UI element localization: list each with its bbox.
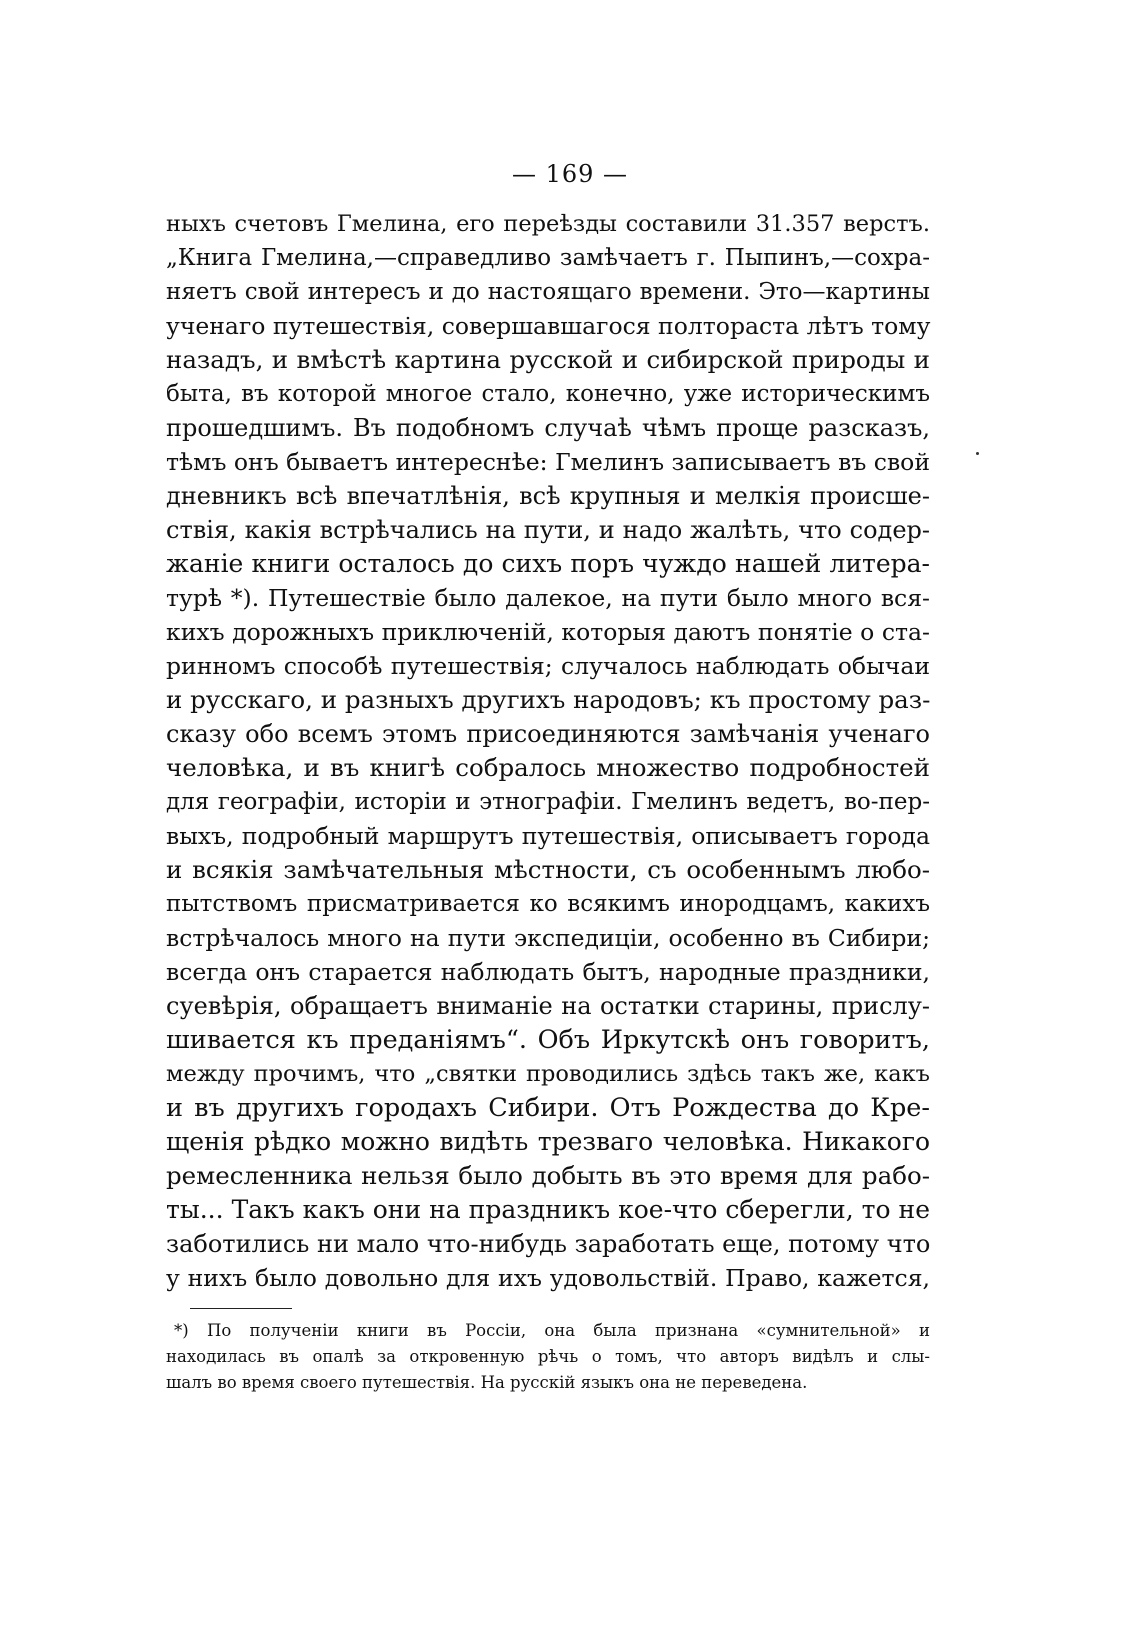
text-line: щенія рѣдко можно видѣть трезваго человѣка. Никакого — [166, 1127, 930, 1156]
text-line: „Книга Гмелина,—справедливо замѣчаетъ г. Пыпинъ,—сохра- — [166, 245, 930, 271]
text-line: человѣка, и въ книгѣ собралось множество подробностей — [166, 753, 930, 782]
text-line: назадъ, и вмѣстѣ картина русской и сибирской природы и — [166, 345, 930, 374]
text-line: быта, въ которой многое стало, конечно, уже историческимъ — [166, 381, 930, 407]
text-line: жаніе книги осталось до сихъ поръ чуждо нашей литера- — [166, 549, 930, 578]
text-line: ремесленника нельзя было добыть въ это время для рабо- — [166, 1161, 930, 1190]
text-line: ныхъ счетовъ Гмелина, его переѣзды составили 31.357 верстъ. — [166, 211, 930, 237]
text-line: встрѣчалось много на пути экспедиціи, особенно въ Сибири; — [166, 924, 930, 952]
text-line: пытствомъ присматривается ко всякимъ инородцамъ, какихъ — [166, 891, 930, 917]
text-line: суевѣрія, обращаетъ вниманіе на остатки старины, прислу- — [166, 992, 930, 1020]
text-line: дневникъ всѣ впечатлѣнія, всѣ крупныя и мелкія происше- — [166, 482, 930, 510]
text-line: ствія, какія встрѣчались на пути, и надо жалѣть, что содер- — [166, 516, 930, 544]
text-line: сказу обо всемъ этомъ присоединяются замѣчанія ученаго — [166, 720, 930, 748]
text-line: заботились ни мало что-нибудь заработать еще, потому что — [166, 1230, 931, 1258]
text-line: и въ другихъ городахъ Сибири. Отъ Рождества до Кре- — [166, 1093, 930, 1123]
text-line: ринномъ способѣ путешествія; случалось наблюдать обычаи — [166, 652, 930, 680]
footnote-line: находилась въ опалѣ за откровенную рѣчь о томъ, что авторъ видѣлъ и слы- — [166, 1347, 930, 1366]
text-line: для географіи, исторіи и этнографіи. Гмелинъ ведетъ, во-пер- — [166, 789, 930, 815]
text-line: у нихъ было довольно для ихъ удовольствій. Право, кажется, — [166, 1264, 930, 1292]
footnote — [166, 1318, 930, 1396]
text-line: ты... Такъ какъ они на праздникъ кое-что сберегли, то не — [166, 1195, 930, 1224]
text-line: турѣ *). Путешествіе было далекое, на пути было много вся- — [166, 584, 930, 612]
text-line: и русскаго, и разныхъ другихъ народовъ; къ простому раз- — [166, 685, 931, 714]
text-line: тѣмъ онъ бываетъ интереснѣе: Гмелинъ записываетъ въ свой — [166, 448, 930, 476]
scan-speck — [976, 452, 979, 455]
text-line: няетъ свой интересъ и до настоящаго времени. Это—картины — [166, 279, 930, 305]
footnote-divider — [190, 1308, 292, 1309]
text-line: шивается къ преданіямъ“. Объ Иркутскѣ онъ говоритъ, — [166, 1025, 930, 1055]
text-line: кихъ дорожныхъ приключеній, которыя даютъ понятіе о ста- — [166, 618, 930, 646]
footnote-line: шалъ во время своего путешествія. На русскій языкъ она не переведена. — [166, 1373, 808, 1392]
page-number: — 169 — — [511, 160, 629, 188]
text-line: выхъ, подробный маршрутъ путешествія, описываетъ города — [166, 822, 930, 850]
main-text — [166, 207, 930, 1295]
text-line: прошедшимъ. Въ подобномъ случаѣ чѣмъ проще разсказъ, — [166, 414, 930, 442]
text-line: и всякія замѣчательныя мѣстности, съ особеннымъ любо- — [166, 855, 930, 884]
text-line: всегда онъ старается наблюдать бытъ, народные праздники, — [166, 958, 930, 986]
footnote-line: *) По полученіи книги въ Россіи, она была признана «сумнительной» и — [174, 1321, 930, 1340]
text-line: между прочимъ, что „святки проводились здѣсь такъ же, какъ — [166, 1061, 930, 1087]
text-line: ученаго путешествія, совершавшагося полтораста лѣтъ тому — [166, 312, 931, 340]
